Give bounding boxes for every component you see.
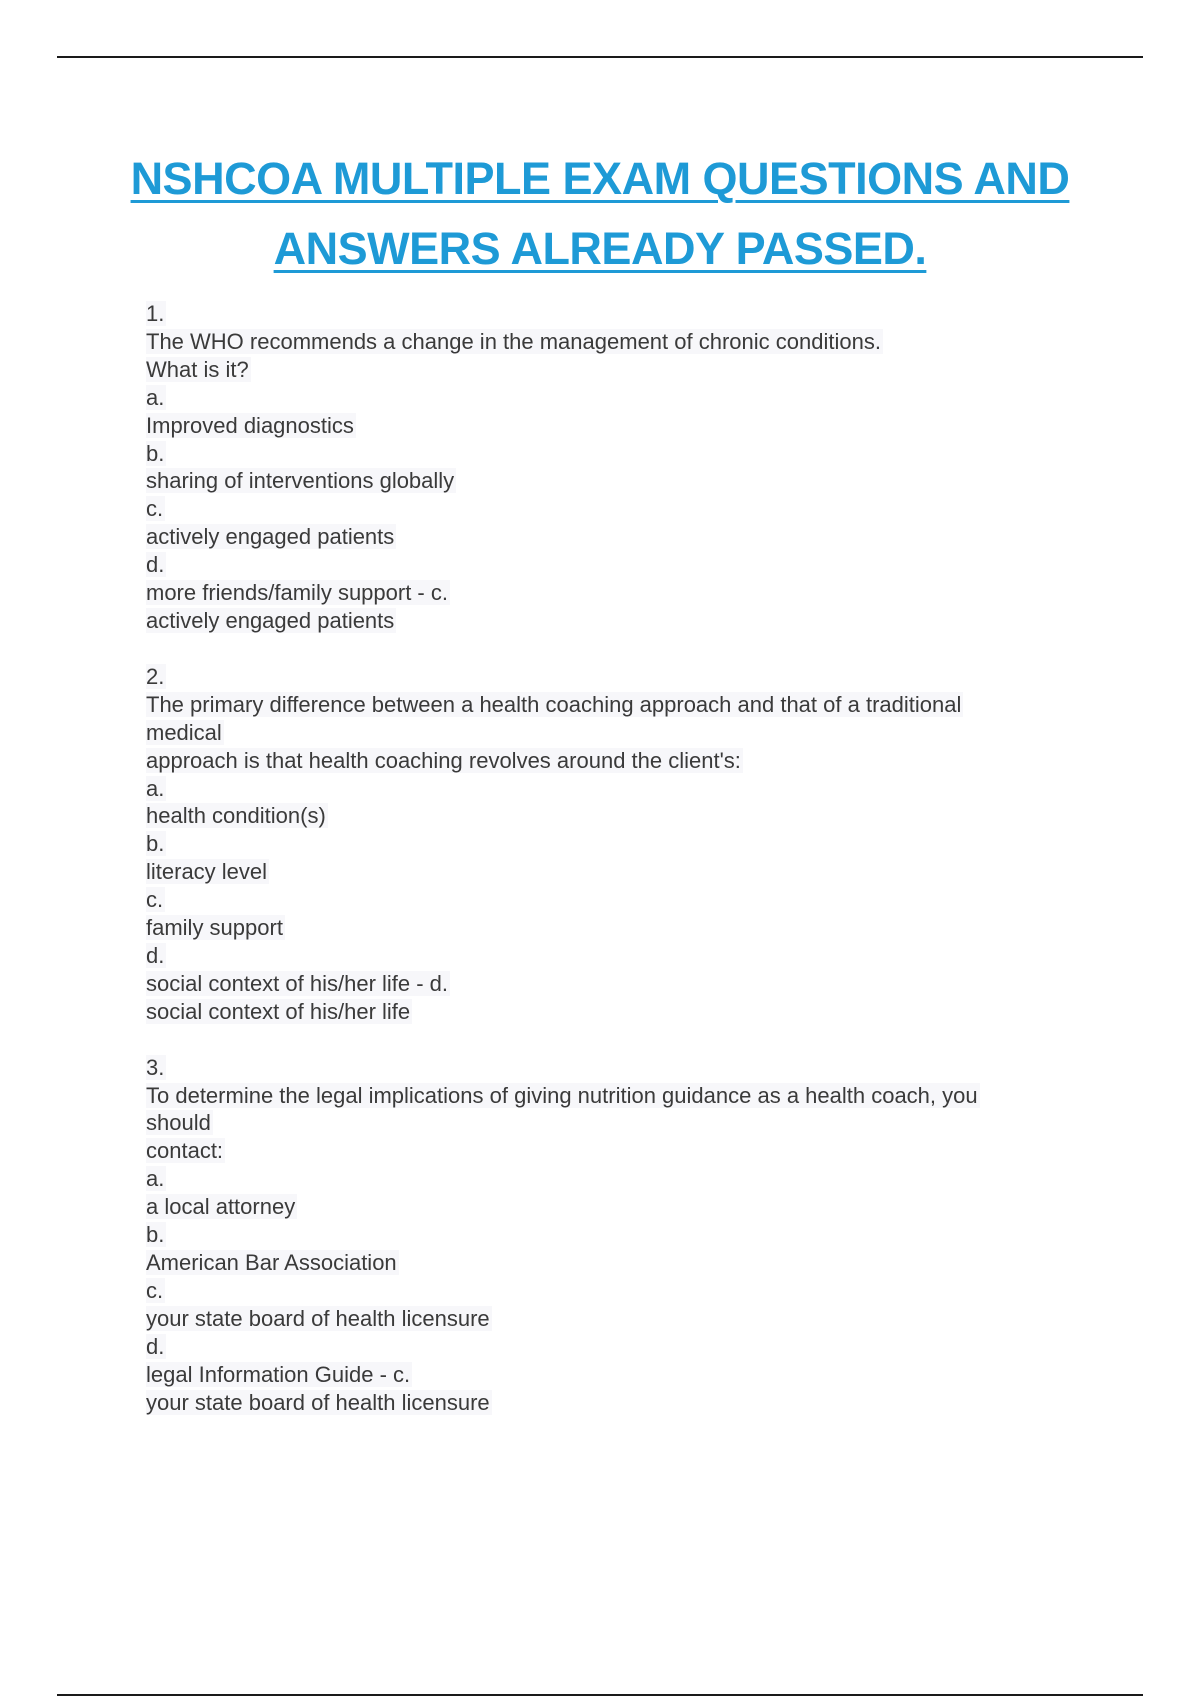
question-text: To determine the legal implications of giving nutrition guidance as a health coach, you [146, 1082, 978, 1108]
document-title [60, 144, 1140, 284]
title-line-2: ANSWERS ALREADY PASSED. [273, 223, 927, 274]
option-letter: a. [146, 384, 165, 410]
question-text: medical [146, 719, 222, 745]
question-text: The primary difference between a health coaching approach and that of a traditional [146, 691, 962, 717]
option-text: health condition(s) [146, 803, 326, 829]
option-text: American Bar Association [146, 1250, 397, 1275]
option-text-with-answer: legal Information Guide - c. [146, 1361, 411, 1387]
question-3 [146, 1054, 1086, 1417]
question-text: contact: [146, 1138, 224, 1164]
question-text: The WHO recommends a change in the management of chronic conditions. [146, 328, 881, 354]
option-letter: a. [146, 1166, 165, 1192]
title-line-1: NSHCOA MULTIPLE EXAM QUESTIONS AND [130, 153, 1070, 204]
option-letter: d. [146, 1333, 165, 1359]
option-letter: b. [146, 440, 165, 466]
option-letter: c. [146, 496, 164, 522]
question-text: What is it? [146, 356, 249, 382]
question-number: 1. [146, 301, 165, 326]
option-letter: d. [146, 942, 165, 968]
bottom-rule [57, 1694, 1143, 1696]
option-text: your state board of health licensure [146, 1305, 490, 1331]
option-letter: d. [146, 552, 165, 578]
option-letter: c. [146, 1277, 164, 1303]
question-1 [146, 300, 1086, 635]
answer-text: your state board of health licensure [146, 1389, 490, 1415]
option-text: sharing of interventions globally [146, 468, 455, 494]
option-letter: b. [146, 831, 165, 857]
option-text: a local attorney [146, 1194, 296, 1220]
question-text: approach is that health coaching revolves around the client's: [146, 747, 741, 773]
answer-text: actively engaged patients [146, 607, 395, 633]
question-number: 3. [146, 1054, 165, 1080]
question-number: 2. [146, 663, 165, 689]
option-text: literacy level [146, 859, 268, 885]
question-text: should [146, 1110, 211, 1136]
option-text-with-answer: more friends/family support - c. [146, 580, 448, 606]
option-text: actively engaged patients [146, 524, 395, 550]
option-text: family support [146, 915, 283, 941]
option-letter: c. [146, 887, 164, 913]
answer-text: social context of his/her life [146, 998, 411, 1024]
top-rule [57, 56, 1143, 58]
option-text: Improved diagnostics [146, 412, 354, 438]
option-text-with-answer: social context of his/her life - d. [146, 970, 449, 996]
option-letter: b. [146, 1222, 165, 1248]
option-letter: a. [146, 775, 165, 801]
question-2 [146, 663, 1086, 1026]
questions-list [146, 300, 1086, 1444]
